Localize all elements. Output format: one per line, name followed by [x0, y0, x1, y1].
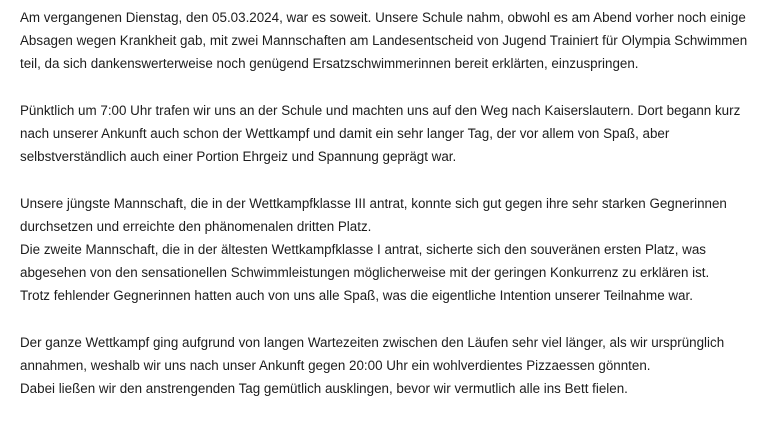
text-line: teil, da sich dankenswerterweise noch genügend Ersatzschwimmerinnen bereit erklärten, einzuspringen.: [20, 56, 639, 71]
text-line: Der ganze Wettkampf ging aufgrund von langen Wartezeiten zwischen den Läufen sehr viel länger, als wir ursprünglich: [20, 335, 725, 350]
text-line: Die zweite Mannschaft, die in der ältesten Wettkampfklasse I antrat, sicherte sich den souveränen ersten Platz, was: [20, 242, 706, 257]
paragraph-results: [20, 192, 765, 307]
text-line: Unsere jüngste Mannschaft, die in der Wettkampfklasse III antrat, konnte sich gut gegen ihre sehr starken Gegnerinnen: [20, 196, 727, 211]
text-line: nach unserer Ankunft auch schon der Wettkampf und damit ein sehr langer Tag, der vor allem von Spaß, aber: [20, 126, 670, 141]
text-line: abgesehen von den sensationellen Schwimmleistungen möglicherweise mit der geringen Konkurrenz zu erklären ist.: [20, 265, 710, 280]
paragraph-event-intro: [20, 6, 765, 75]
text-line: durchsetzen und erreichte den phänomenalen dritten Platz.: [20, 219, 372, 234]
text-line: Trotz fehlender Gegnerinnen hatten auch von uns alle Spaß, was die eigentliche Intention unserer Teilnahme war.: [20, 288, 693, 303]
text-line: annahmen, weshalb wir uns nach unser Ankunft gegen 20:00 Uhr ein wohlverdientes Pizzaessen gönnten.: [20, 358, 651, 373]
paragraph-conclusion: [20, 331, 765, 400]
text-line: Pünktlich um 7:00 Uhr trafen wir uns an der Schule und machten uns auf den Weg nach Kaiserslautern. Dort begann kurz: [20, 103, 741, 118]
text-line: Absagen wegen Krankheit gab, mit zwei Mannschaften am Landesentscheid von Jugend Trainiert für Olympia Schwimmen: [20, 33, 748, 48]
text-line: Am vergangenen Dienstag, den 05.03.2024, war es soweit. Unsere Schule nahm, obwohl es am Abend vorher noch einige: [20, 10, 746, 25]
text-line: Dabei ließen wir den anstrengenden Tag gemütlich ausklingen, bevor wir vermutlich alle ins Bett fielen.: [20, 381, 628, 396]
paragraph-travel: [20, 99, 765, 168]
text-line: selbstverständlich auch einer Portion Ehrgeiz und Spannung geprägt war.: [20, 149, 457, 164]
article-body: [20, 6, 765, 424]
